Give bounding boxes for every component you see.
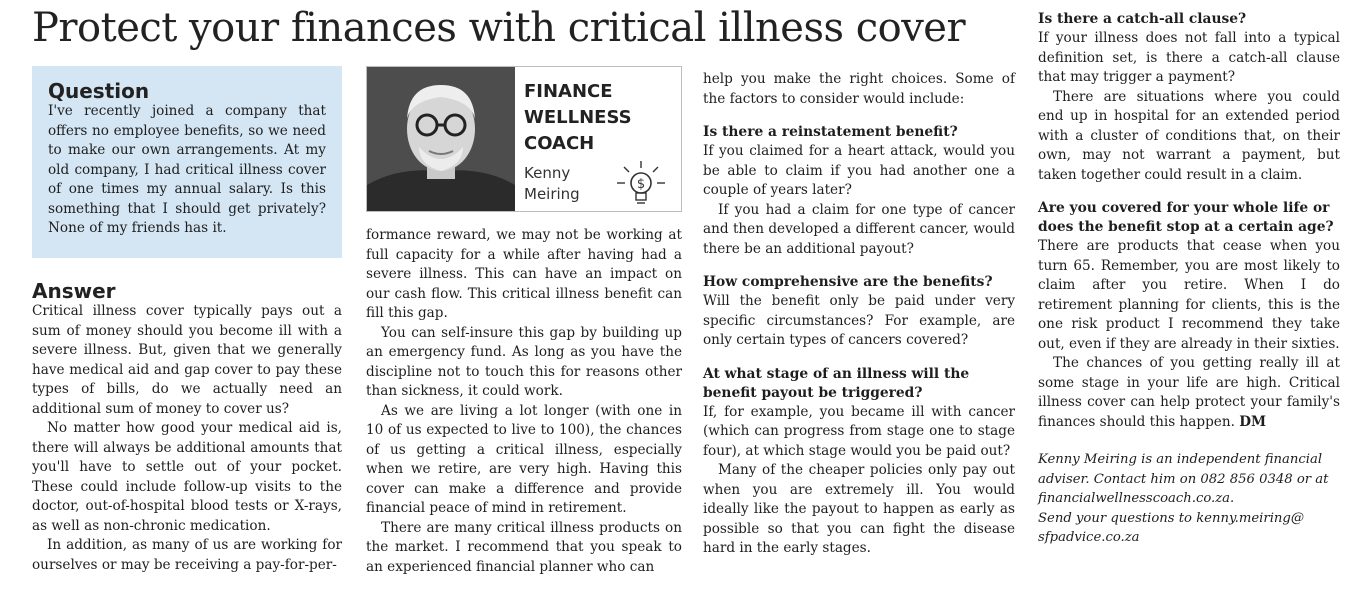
answer-paragraph: Critical illness cover typically pays out a sum of money should you become ill with a severe illness. But, given that we generally have medical aid and gap cover to pay these types of bills, do we actually need an additional sum of money to cover us? bbox=[32, 303, 342, 417]
coach-box bbox=[366, 66, 682, 212]
svg-text:$: $ bbox=[636, 177, 646, 192]
subheading: Are you covered for your whole life or does the benefit stop at a certain age? bbox=[1038, 200, 1334, 235]
article-paragraph: If your illness does not fall into a typical definition set, is there a catch-all clause that may trigger a payment? bbox=[1038, 30, 1340, 85]
answer-column-1 bbox=[32, 302, 342, 575]
subheading: How comprehensive are the benefits? bbox=[703, 274, 993, 290]
article-paragraph: There are situations where you could end up in hospital for an extended period with a cluster of conditions that, on their own, may not warrant a payment, but taken together could result in a claim. bbox=[1038, 88, 1340, 183]
answer-heading: Answer bbox=[32, 279, 116, 303]
signoff: DM bbox=[1239, 413, 1267, 430]
questions-contact: Send your questions to kenny.meiring@ sfpadvice.co.za bbox=[1038, 510, 1305, 545]
article-paragraph: If, for example, you became ill with cancer (which can progress from stage one to stage four), at which stage would you be paid out? bbox=[703, 403, 1015, 459]
coach-first-name: Kenny bbox=[524, 164, 571, 182]
coach-column-title bbox=[524, 79, 674, 157]
article-paragraph: Will the benefit only be paid under very specific circumstances? For example, are only certain types of cancers covered? bbox=[703, 293, 1015, 348]
article-paragraph: If you had a claim for one type of cancer and then developed a different cancer, would there be an additional payout? bbox=[703, 201, 1015, 257]
article-paragraph: If you claimed for a heart attack, would you be able to claim if you had another one a couple of years later? bbox=[703, 143, 1015, 198]
article-paragraph: There are products that cease when you turn 65. Remember, you are most likely to claim after you retire. When I do retirement planning for clients, this is the one risk product I recommend they take out, even if they are already in their sixties. bbox=[1038, 238, 1340, 352]
article-paragraph: help you make the right choices. Some of the factors to consider would include: bbox=[703, 71, 1015, 107]
question-box bbox=[32, 66, 342, 258]
article-paragraph: You can self-insure this gap by building up an emergency fund. As long as you have the discipline not to touch this for reasons other than sickness, it could work. bbox=[366, 324, 682, 399]
coach-title-line: FINANCE bbox=[524, 81, 613, 102]
author-byline: Kenny Meiring is an independent financial adviser. Contact him on 082 856 0348 or at financialwellnesscoach.co.za. bbox=[1038, 452, 1329, 506]
article-paragraph: formance reward, we may not be working at full capacity for a while after having had a severe illness. This can have an impact on our cash flow. This critical illness benefit can fill this gap. bbox=[366, 227, 682, 321]
article-column-2 bbox=[366, 226, 682, 577]
lightbulb-dollar-icon bbox=[615, 159, 667, 209]
article-paragraph: Many of the cheaper policies only pay out when you are extremely ill. You would ideally like the payout to happen as early as possible so that you can fight the disease hard in the early stages. bbox=[703, 462, 1015, 556]
article-paragraph bbox=[1038, 354, 1340, 432]
coach-last-name: Meiring bbox=[524, 185, 580, 203]
answer-paragraph: In addition, as many of us are working for ourselves or may be receiving a pay-for-per- bbox=[32, 537, 342, 573]
article-column-3 bbox=[703, 70, 1015, 559]
coach-title-line: COACH bbox=[524, 133, 595, 154]
article-paragraph: As we are living a lot longer (with one in 10 of us expected to live to 100), the chances of us getting a critical illness, especially when we retire, are very high. Having this cover can make a difference and provide financial peace of mind in retirement. bbox=[366, 402, 682, 516]
answer-paragraph: No matter how good your medical aid is, there will always be additional amounts that you'll have to settle out of your pocket. These could include follow-up visits to the doctor, out-of-hospital blood tests or X-rays, as well as non-chronic medication. bbox=[32, 420, 342, 534]
closing-text: The chances of you getting really ill at some stage in your life are high. Critical illness cover can help protect your family's finances should this happen. bbox=[1038, 355, 1340, 430]
subheading: Is there a catch-all clause? bbox=[1038, 11, 1247, 27]
article-headline: Protect your finances with critical illness cover bbox=[32, 5, 966, 51]
subheading: At what stage of an illness will the benefit payout be triggered? bbox=[703, 365, 970, 401]
article-paragraph: There are many critical illness products on the market. I recommend that you speak to an experienced financial planner who can bbox=[366, 519, 682, 575]
subheading: Is there a reinstatement benefit? bbox=[703, 124, 958, 140]
question-heading: Question bbox=[48, 79, 150, 103]
coach-name bbox=[524, 163, 624, 205]
question-text: I've recently joined a company that offers no employee benefits, so we need to make our own arrangements. At my old company, I had critical illness cover of one times my annual salary. Is this something that I should get privately? None of my friends has it. bbox=[48, 103, 326, 236]
author-photo bbox=[367, 67, 515, 211]
article-column-4 bbox=[1038, 10, 1340, 548]
coach-title-line: WELLNESS bbox=[524, 107, 632, 128]
